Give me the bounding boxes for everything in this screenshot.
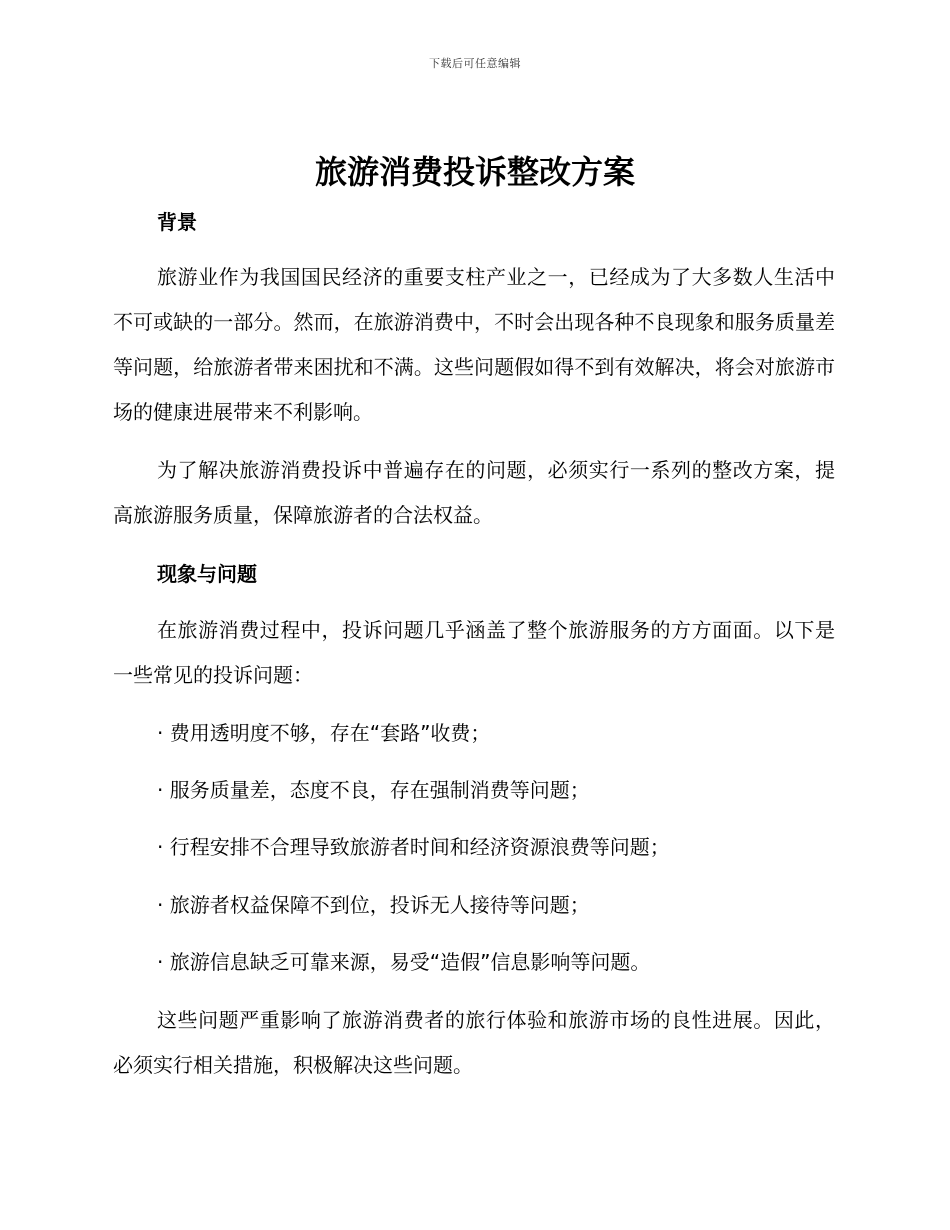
list-item: · 行程安排不合理导致旅游者时间和经济资源浪费等问题； xyxy=(157,835,670,859)
paragraph-text: 这些问题严重影响了旅游消费者的旅行体验和旅游市场的良性进展。因此，必须实行相关措施，积极解决这些问题。 xyxy=(113,1008,835,1077)
section-heading-issues: 现象与问题 xyxy=(157,562,257,586)
list-item: · 旅游者权益保障不到位，投诉无人接待等问题； xyxy=(157,893,590,917)
paragraph-text: 在旅游消费过程中，投诉问题几乎涵盖了整个旅游服务的方方面面。以下是一些常见的投诉问题： xyxy=(113,618,835,687)
background-paragraph-1 xyxy=(113,255,835,435)
header-note: 下载后可任意编辑 xyxy=(429,57,521,70)
background-paragraph-2 xyxy=(113,448,835,538)
list-item: · 旅游信息缺乏可靠来源，易受“造假”信息影响等问题。 xyxy=(157,950,651,974)
issues-intro-paragraph xyxy=(113,608,835,698)
issues-conclusion-paragraph xyxy=(113,998,835,1088)
section-heading-background: 背景 xyxy=(157,210,197,234)
paragraph-text: 旅游业作为我国国民经济的重要支柱产业之一，已经成为了大多数人生活中不可或缺的一部分。然而，在旅游消费中，不时会出现各种不良现象和服务质量差等问题，给旅游者带来困扰和不满。这些问题假如得不到有效解决，将会对旅游市场的健康进展带来不利影响。 xyxy=(113,265,835,424)
list-item: · 费用透明度不够，存在“套路”收费； xyxy=(157,721,491,745)
paragraph-text: 为了解决旅游消费投诉中普遍存在的问题，必须实行一系列的整改方案，提高旅游服务质量，保障旅游者的合法权益。 xyxy=(113,458,835,527)
document-title: 旅游消费投诉整改方案 xyxy=(314,153,635,191)
list-item: · 服务质量差，态度不良，存在强制消费等问题； xyxy=(157,778,590,802)
